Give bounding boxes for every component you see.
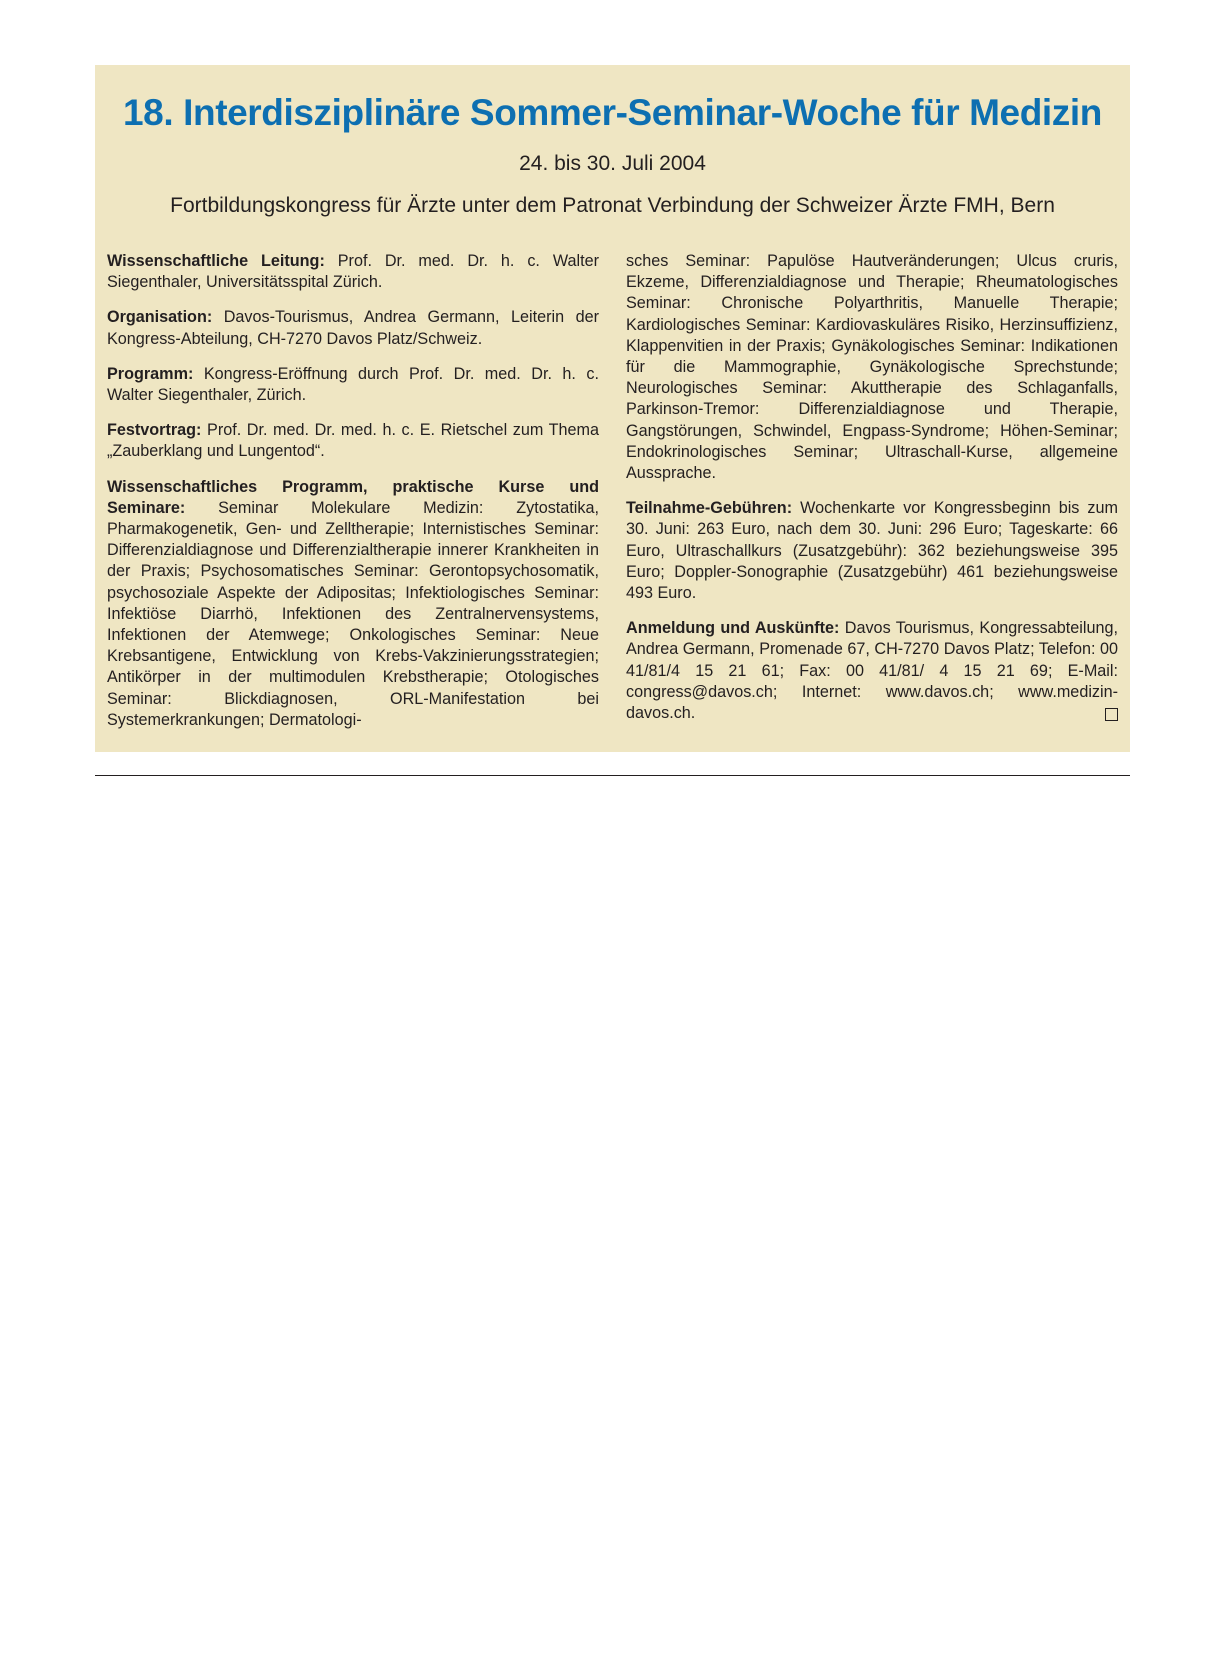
text-organisation: Davos-Tourismus, Andrea Germann, Leiterin der Kongress-Abteilung, CH-7270 Davos Platz/Schweiz. [107,308,599,348]
label-anmeldung: Anmeldung und Auskünfte: [626,619,840,638]
text-gebuehren: Wochenkarte vor Kongressbeginn bis zum 30. Juni: 263 Euro, nach dem 30. Juni: 296 Euro; Tageskarte: 66 Euro, Ultraschallkurs (Zusatzgebühr): 362 beziehungsweise 395 Euro; Doppler-Sonographie (Zusatzgebühr) 461 beziehungsweise 493 Euro. [626,499,1118,603]
paragraph-gebuehren [626,498,1118,604]
label-gebuehren: Teilnahme-Gebühren: [626,499,793,518]
announcement-date: 24. bis 30. Juli 2004 [519,152,706,175]
announcement-box [95,65,1130,752]
left-column [107,251,599,745]
label-festvortrag: Festvortrag: [107,421,202,440]
paragraph-seminare-continued [626,251,1118,484]
text-festvortrag: Prof. Dr. med. Dr. med. h. c. E. Rietschel zum Thema „Zauberklang und Lungentod“. [107,421,599,461]
paragraph-wissenschaftliches-programm [107,477,599,731]
label-wissenschaftliches-programm: Wissenschaftliches Programm, praktische Kurse und Seminare: [107,477,599,517]
paragraph-organisation [107,307,599,349]
label-leitung: Wissenschaftliche Leitung: [107,252,325,270]
end-of-article-square-icon [1105,708,1118,721]
text-seminare-continued: sches Seminar: Papulöse Hautveränderungen; Ulcus cruris, Ekzeme, Differenzialdiagnose und Therapie; Rheumatologisches Seminar: Chronische Polyarthritis, Manuelle Therapie; Kardiologisches Seminar: Kardiovaskuläres Risiko, Herzinsuffizienz, Klappenvitien in der Praxis; Gynäkologisches Seminar: Indikationen für die Mammographie, Gynäkologische Sprechstunde; Neurologisches Seminar: Akuttherapie des Schlaganfalls, Parkinson-Tremor: Differenzialdiagnose und Therapie, Gangstörungen, Schwindel, Engpass-Syndrome; Höhen-Seminar; Endokrinologisches Seminar; Ultraschall-Kurse, allgemeine Aussprache. [626,252,1118,483]
label-programm: Programm: [107,364,194,383]
right-column [626,251,1118,745]
paragraph-anmeldung [626,618,1118,724]
horizontal-divider [95,775,1130,776]
text-anmeldung: Davos Tourismus, Kongressabteilung, Andrea Germann, Promenade 67, CH-7270 Davos Platz; Telefon: 00 41/81/4 15 21 61; Fax: 00 41/81/ 4 15 21 69; E-Mail: congress@davos.ch; Internet: www.davos.ch; www.medizin-davos.ch. [626,619,1118,723]
paragraph-festvortrag [107,420,599,462]
text-programm: Kongress-Eröffnung durch Prof. Dr. med. Dr. h. c. Walter Siegenthaler, Zürich. [107,364,599,405]
label-organisation: Organisation: [107,308,213,327]
text-leitung: Prof. Dr. med. Dr. h. c. Walter Siegenthaler, Universitätsspital Zürich. [107,252,599,292]
paragraph-leitung [107,251,599,293]
announcement-subtitle: Fortbildungskongress für Ärzte unter dem Patronat Verbindung der Schweizer Ärzte FMH, Bern [170,194,1055,217]
announcement-title: 18. Interdisziplinäre Sommer-Seminar-Woche für Medizin [123,92,1102,133]
announcement-columns [107,251,1118,745]
text-wissenschaftliches-programm: Seminar Molekulare Medizin: Zytostatika, Pharmakogenetik, Gen- und Zelltherapie; Internistisches Seminar: Differenzialdiagnose und Differenzialtherapie innerer Krankheiten in der Praxis; Psychosomatisches Seminar: Gerontopsychosomatik, psychosoziale Aspekte der Adipositas; Infektiologisches Seminar: Infektiöse Diarrhö, Infektionen des Zentralnervensystems, Infektionen der Atemwege; Onkologisches Seminar: Neue Krebsantigene, Entwicklung von Krebs-Vakzinierungsstrategien; Antikörper in der multimodulen Krebstherapie; Otologisches Seminar: Blickdiagnosen, ORL-Manifestation bei Systemerkrankungen; Dermatologi- [107,498,599,729]
paragraph-programm [107,364,599,406]
